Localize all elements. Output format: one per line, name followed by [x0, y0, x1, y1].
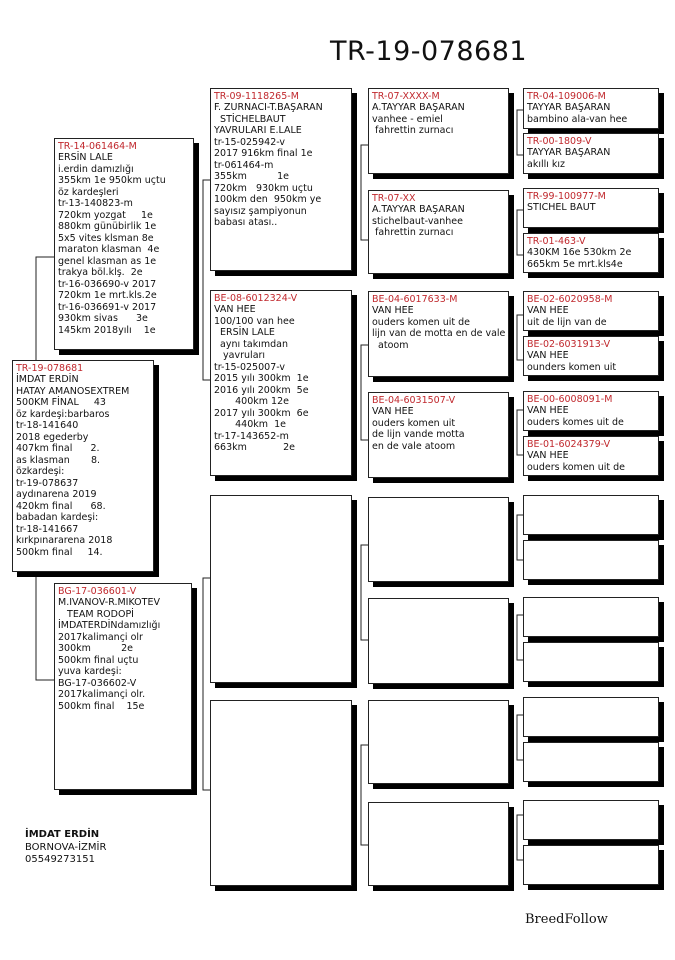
pigeon-info-line: TAYYAR BAŞARAN — [527, 147, 611, 158]
pigeon-info-line: 5x5 vites klsman 8e — [58, 232, 154, 244]
pigeon-info-line: TEAM RODOPİ — [58, 608, 134, 620]
pigeon-info-line: 420km final 68. — [16, 500, 106, 512]
pigeon-info-line: tr-16-036691-v 2017 — [58, 301, 157, 313]
pigeon-info-line: yuva kardeşi: — [58, 666, 122, 677]
owner-city: BORNOVA-İZMİR — [25, 841, 107, 853]
pedigree-dsdd — [523, 642, 659, 682]
pigeon-info-line: VAN HEE — [372, 305, 414, 316]
pigeon-info-line: 2016 yılı 200km 5e — [214, 384, 309, 396]
pedigree-main-bird — [12, 360, 154, 572]
pigeon-info-line: i.erdin damızlığı — [58, 163, 134, 175]
pedigree-dss — [368, 497, 509, 582]
pigeon-info-line: tr-18-141640 — [16, 420, 79, 431]
pigeon-info-line: fahrettin zurnacı — [372, 125, 454, 136]
ring-number: TR-04-109006-M — [527, 91, 606, 102]
ring-number: TR-09-1118265-M — [214, 91, 299, 102]
pigeon-info-line: VAN HEE — [527, 350, 569, 361]
pigeon-info-line: ERSİN LALE — [58, 152, 113, 163]
pedigree-sire — [54, 138, 194, 350]
pigeon-info-line: öz kardeşleri — [58, 186, 119, 198]
pigeon-info-line: BG-17-036602-V — [58, 677, 137, 689]
pedigree-dam-sire — [210, 495, 352, 683]
pigeon-info-line: akıllı kız — [527, 158, 566, 170]
pigeon-info-line: ouders komen uit de — [527, 461, 625, 473]
pedigree-dddd — [523, 845, 659, 885]
owner-name: İMDAT ERDİN — [25, 829, 100, 840]
pedigree-ddds — [523, 800, 659, 840]
pigeon-info-line: 500km final 15e — [58, 700, 145, 712]
ring-number: BG-17-036601-V — [58, 586, 137, 597]
pigeon-info-line: VAN HEE — [372, 406, 414, 417]
pigeon-info-line: 720km 1e mrt.kls.2e — [58, 290, 157, 301]
pigeon-info-line: 145km 2018yılı 1e — [58, 324, 156, 336]
pedigree-dam-dam — [210, 700, 352, 886]
pigeon-info-line: aynı takımdan — [214, 338, 288, 350]
pigeon-info-line: 355km 1e — [214, 171, 289, 182]
pedigree-dsd — [368, 598, 509, 684]
ring-number: BE-01-6024379-V — [527, 439, 611, 450]
pigeon-info-line: genel klasman as 1e — [58, 255, 157, 267]
ring-number: TR-14-061464-M — [58, 141, 137, 152]
pigeon-info-line: kırkpınararena 2018 — [16, 535, 113, 546]
pedigree-ssss — [523, 88, 659, 129]
ring-number: BE-04-6031507-V — [372, 395, 456, 406]
pigeon-info-line: babası atası.. — [214, 217, 278, 228]
pedigree-sdsd — [523, 336, 659, 376]
pigeon-info-line: tr-16-036690-v 2017 — [58, 278, 157, 290]
pedigree-sdss — [523, 291, 659, 331]
pigeon-info-line: A.TAYYAR BAŞARAN — [372, 102, 465, 113]
pigeon-info-line: ouders komes uit de — [527, 416, 624, 428]
pigeon-info-line: 500KM FİNAL 43 — [16, 397, 106, 408]
owner-phone: 05549273151 — [25, 854, 95, 865]
ring-number: BE-02-6020958-M — [527, 294, 613, 305]
pigeon-info-line: stichelbaut-vanhee — [372, 215, 463, 227]
pedigree-ssds — [523, 188, 659, 228]
ring-number: TR-07-XX — [372, 193, 416, 204]
pigeon-info-line: 400km 12e — [214, 396, 289, 407]
pedigree-sire-sire — [210, 88, 352, 271]
pigeon-info-line: tr-061464-m — [214, 159, 274, 171]
pigeon-info-line: 100km den 950km ye — [214, 194, 322, 205]
pigeon-info-line: HATAY AMANOSEXTREM — [16, 385, 130, 397]
pigeon-info-line: de lijn vande motta — [372, 429, 465, 440]
pigeon-info-line: ERSİN LALE — [214, 327, 275, 338]
pigeon-info-line: 2017 916km final 1e — [214, 148, 313, 159]
pedigree-sssd — [523, 133, 659, 174]
pigeon-info-line: 663km 2e — [214, 442, 296, 453]
pigeon-info-line: ouders komen uit de — [372, 316, 470, 328]
pedigree-dsds — [523, 597, 659, 637]
pigeon-info-line: İMDAT ERDİN — [16, 374, 79, 385]
pigeon-info-line: 300km 2e — [58, 643, 133, 654]
pigeon-info-line: 2017kalimançi olr. — [58, 689, 146, 700]
pigeon-info-line: 500km final uçtu — [58, 654, 139, 666]
ring-number: BE-04-6017633-M — [372, 294, 458, 305]
pedigree-sds — [368, 291, 509, 377]
pedigree-ddd — [368, 802, 509, 886]
ring-number: TR-01-463-V — [527, 236, 586, 247]
pigeon-info-line: 665km 5e mrt.kls4e — [527, 258, 623, 270]
pigeon-info-line: 2017kalimançi olr — [58, 631, 143, 643]
ring-number: TR-07-XXXX-M — [372, 91, 440, 102]
pigeon-info-line: 2015 yılı 300km 1e — [214, 373, 309, 384]
ring-number: BE-02-6031913-V — [527, 339, 611, 350]
pigeon-info-line: 407km final 2. — [16, 443, 100, 454]
pigeon-info-line: tr-18-141667 — [16, 523, 79, 535]
pigeon-info-line: 355km 1e 950km uçtu — [58, 175, 166, 186]
pedigree-dsss — [523, 495, 659, 535]
pigeon-info-line: 440km 1e — [214, 419, 286, 430]
pigeon-info-line: VAN HEE — [527, 405, 569, 416]
pigeon-info-line: F. ZURNACI-T.BAŞARAN — [214, 102, 323, 113]
pigeon-info-line: M.IVANOV-R.MIKOTEV — [58, 597, 160, 608]
pedigree-ddsd — [523, 742, 659, 782]
pigeon-info-line: 720km 930km uçtu — [214, 182, 313, 194]
pigeon-info-line: tr-19-078637 — [16, 477, 79, 489]
pigeon-info-line: STİCHELBAUT — [214, 113, 286, 125]
pigeon-info-line: aydınarena 2019 — [16, 489, 97, 500]
pigeon-info-line: sayısız şampiyonun — [214, 205, 307, 217]
pedigree-sire-dam — [210, 290, 352, 476]
pigeon-info-line: VAN HEE — [214, 304, 256, 315]
owner-info — [25, 829, 106, 867]
pedigree-dam — [54, 583, 192, 790]
pigeon-info-line: fahrettin zurnacı — [372, 227, 454, 238]
pedigree-ssdd — [523, 233, 659, 273]
ring-number: TR-99-100977-M — [527, 191, 606, 202]
pigeon-info-line: yavruları — [214, 350, 266, 361]
pedigree-ssd — [368, 190, 509, 274]
pigeon-info-line: ounders komen uit — [527, 361, 617, 373]
pedigree-dssd — [523, 540, 659, 580]
pedigree-sss — [368, 88, 509, 174]
ring-number: TR-19-078681 — [16, 363, 84, 374]
pigeon-info-line: babadan kardeşi: — [16, 512, 99, 523]
pigeon-info-line: en de vale atoom — [372, 440, 456, 452]
pigeon-info-line: YAVRULARI E.LALE — [214, 125, 302, 136]
pigeon-info-line: A.TAYYAR BAŞARAN — [372, 204, 465, 215]
pigeon-info-line: TAYYAR BAŞARAN — [527, 102, 611, 113]
pigeon-info-line: maraton klasman 4e — [58, 244, 160, 255]
pedigree-sdds — [523, 391, 659, 431]
pedigree-dds — [368, 700, 509, 784]
pigeon-info-line: ouders komen uit — [372, 417, 456, 429]
pigeon-info-line: 100/100 van hee — [214, 315, 295, 327]
pigeon-info-line: 930km sivas 3e — [58, 313, 148, 324]
ring-number: BE-00-6008091-M — [527, 394, 613, 405]
pigeon-info-line: tr-15-025007-v — [214, 361, 286, 373]
pigeon-info-line: 720km yozgat 1e — [58, 209, 153, 221]
pigeon-info-line: tr-13-140823-m — [58, 198, 133, 209]
pigeon-info-line: uit de lijn van de — [527, 316, 607, 328]
pigeon-info-line: STICHEL BAUT — [527, 202, 596, 213]
pigeon-info-line: tr-17-143652-m — [214, 430, 289, 442]
pigeon-info-line: 2017 yılı 300km 6e — [214, 407, 309, 419]
pigeon-info-line: tr-15-025942-v — [214, 136, 286, 148]
pigeon-info-line: VAN HEE — [527, 305, 569, 316]
ring-number: TR-00-1809-V — [527, 136, 592, 147]
pigeon-info-line: trakya böl.klş. 2e — [58, 267, 143, 278]
ring-number: BE-08-6012324-V — [214, 293, 298, 304]
pigeon-info-line: VAN HEE — [527, 450, 569, 461]
pigeon-info-line: lijn van de motta en de vale — [372, 328, 506, 339]
brand-logo: BreedFollow — [525, 912, 608, 927]
pedigree-ddss — [523, 697, 659, 737]
page-title: TR-19-078681 — [330, 36, 528, 67]
pedigree-sddd — [523, 436, 659, 476]
pigeon-info-line: İMDATERDİNdamızlığı — [58, 620, 161, 631]
pigeon-info-line: bambino ala-van hee — [527, 113, 628, 125]
pigeon-info-line: 2018 egederby — [16, 431, 89, 443]
pigeon-info-line: 500km final 14. — [16, 546, 103, 558]
pedigree-sdd — [368, 392, 509, 478]
pigeon-info-line: özkardeşi: — [16, 466, 65, 477]
pigeon-info-line: atoom — [372, 339, 409, 351]
pigeon-info-line: 430KM 16e 530km 2e — [527, 247, 632, 258]
pigeon-info-line: as klasman 8. — [16, 454, 101, 466]
pigeon-info-line: öz kardeşi:barbaros — [16, 408, 110, 420]
pigeon-info-line: 880km günübirlik 1e — [58, 221, 157, 232]
pigeon-info-line: vanhee - emiel — [372, 113, 443, 125]
